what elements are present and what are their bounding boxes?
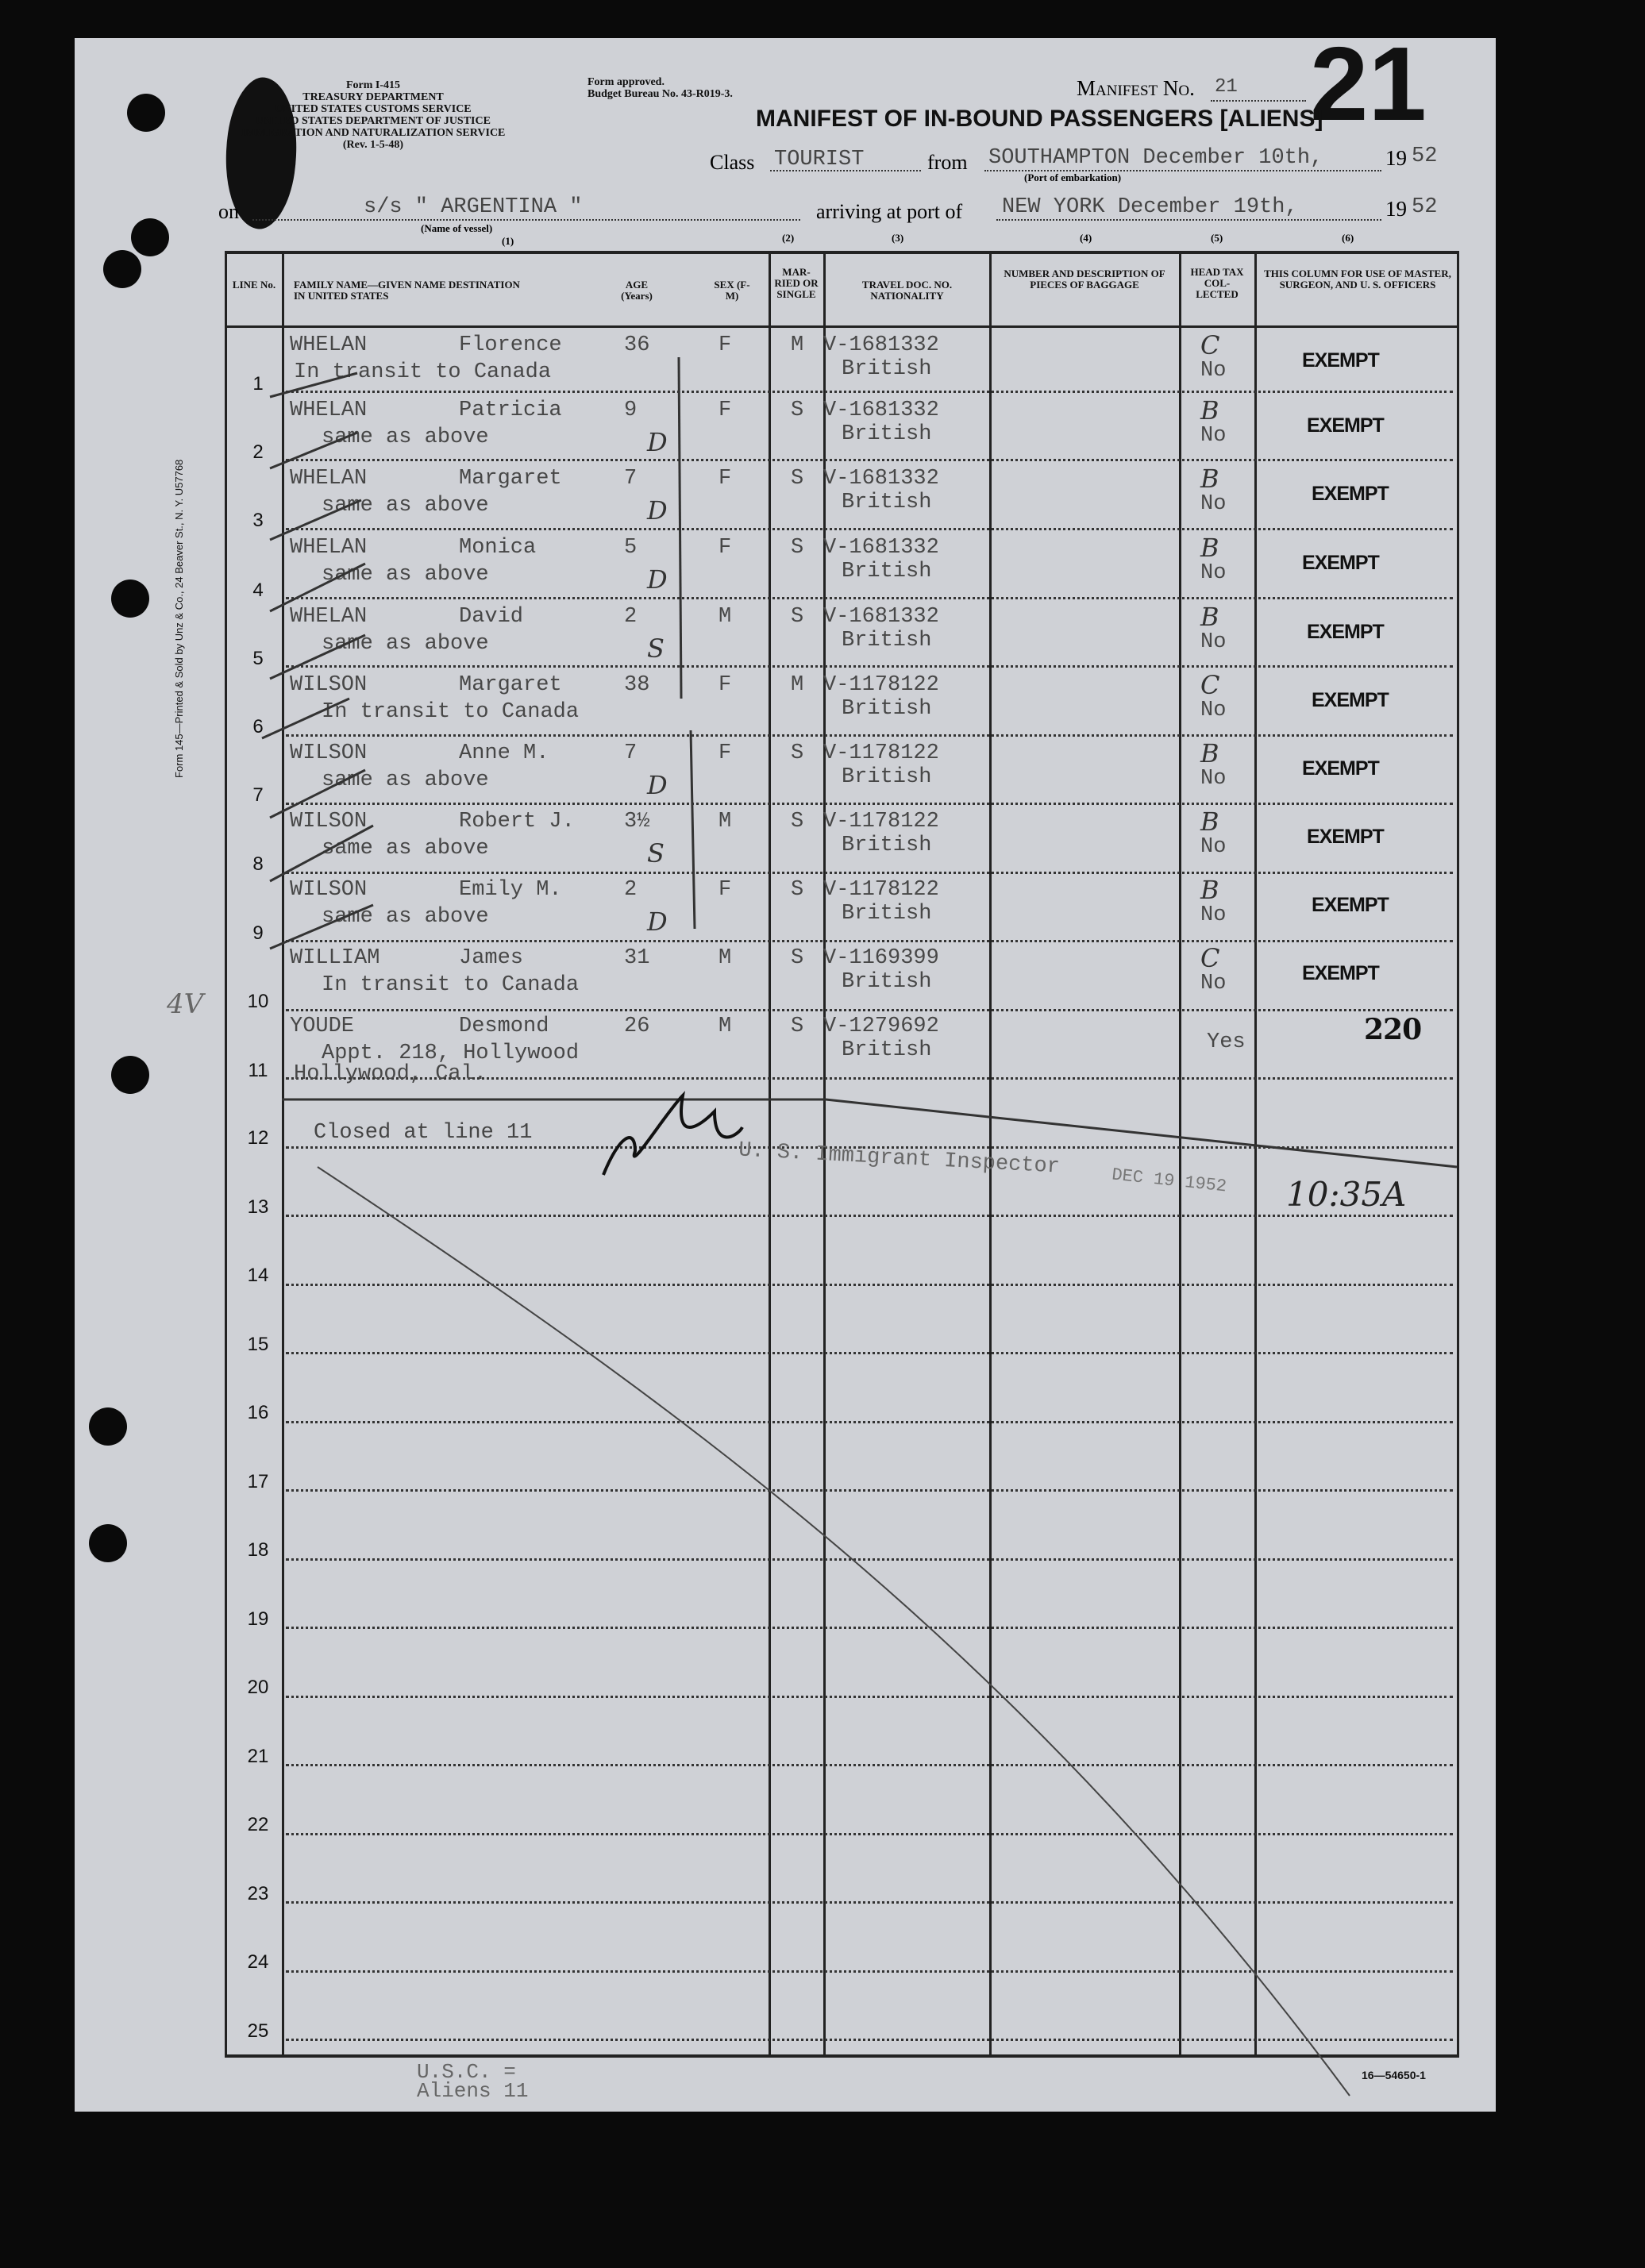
slash-mark (270, 500, 361, 540)
given-name: James (459, 946, 524, 970)
margin-note: 4V (167, 988, 204, 1020)
line-number: 3 (252, 510, 264, 531)
nationality: British (842, 491, 932, 514)
year-prefix-2: 19 (1385, 197, 1407, 221)
destination: same as above (322, 494, 489, 518)
manifest-number-stamp: 21 (1310, 25, 1427, 142)
line-number: 6 (252, 716, 264, 737)
manifest-no-label: Manifest No. (1077, 76, 1195, 100)
manifest-no-value: 21 (1215, 76, 1238, 98)
inspector-title: U. S. Immigrant Inspector (738, 1138, 1061, 1180)
marital-status: S (791, 810, 804, 834)
head-tax-mark: C (1200, 330, 1220, 360)
given-name: Emily M. (459, 878, 562, 902)
head-tax-collected: No (1200, 699, 1227, 722)
given-name: Florence (459, 333, 562, 357)
col-num-5: (5) (1211, 232, 1223, 244)
head-tax-mark: B (1200, 533, 1219, 563)
marital-status: S (791, 605, 804, 629)
class-value: TOURIST (774, 148, 865, 171)
arriving-label: arriving at port of (816, 200, 963, 223)
from-label: from (927, 151, 968, 174)
nationality: British (842, 357, 932, 381)
year-prefix-1: 19 (1385, 146, 1407, 170)
travel-doc-number: V-1681332 (823, 399, 939, 422)
line-number: 22 (247, 1814, 269, 1835)
port-embarkation-note: (Port of embarkation) (1024, 171, 1122, 183)
line-number: 2 (252, 441, 264, 463)
line-number: 10 (247, 991, 269, 1012)
head-tax-mark: B (1200, 807, 1219, 837)
on-label: on (218, 200, 239, 223)
travel-doc-number: V-1178122 (823, 878, 939, 902)
marital-status: M (791, 673, 804, 697)
sex: M (718, 810, 732, 834)
surname: WILSON (290, 741, 368, 765)
nationality: British (842, 560, 932, 583)
slash-mark (270, 373, 357, 397)
age-mark: D (647, 495, 668, 526)
destination: same as above (322, 425, 489, 449)
surname: WHELAN (290, 536, 368, 560)
printer-side-text: Form 145—Printed & Sold by Unz & Co., 24 Beaver St., N. Y. U57768 (173, 459, 185, 778)
vessel-name: s/s " ARGENTINA " (364, 195, 583, 219)
sex: M (718, 605, 732, 629)
line-number: 17 (247, 1470, 269, 1492)
time-note: 10:35A (1286, 1175, 1407, 1214)
head-tax-collected: No (1200, 835, 1227, 859)
destination: same as above (322, 837, 489, 861)
year-value-2: 52 (1412, 195, 1438, 219)
line-number: 13 (247, 1196, 269, 1218)
head-tax-collected: No (1200, 903, 1227, 927)
exempt-stamp: EXEMPT (1307, 826, 1384, 848)
line-number: 25 (247, 2020, 269, 2042)
diagonal-strike (318, 1167, 1350, 2096)
surname: YOUDE (290, 1015, 355, 1038)
head-tax-collected: No (1200, 359, 1227, 383)
marital-status: S (791, 878, 804, 902)
travel-doc-number: V-1178122 (823, 673, 939, 697)
age-mark: D (647, 907, 668, 937)
header-line-no: LINE No. (232, 279, 276, 291)
nationality: British (842, 697, 932, 721)
surname: WHELAN (290, 605, 368, 629)
marital-status: M (791, 333, 804, 357)
date-stamp: DEC 19 1952 (1111, 1165, 1228, 1197)
line-number: 16 (247, 1402, 269, 1423)
line-number: 19 (247, 1608, 269, 1630)
head-tax-mark: B (1200, 738, 1219, 768)
from-value: SOUTHAMPTON December 10th, (988, 146, 1323, 170)
surname: WILSON (290, 673, 368, 697)
line-number: 18 (247, 1539, 269, 1561)
exempt-stamp: EXEMPT (1302, 552, 1379, 574)
exempt-stamp: EXEMPT (1312, 483, 1389, 505)
line-number: 23 (247, 1882, 269, 1904)
nationality: British (842, 765, 932, 789)
line-number: 24 (247, 1951, 269, 1973)
given-name: Monica (459, 536, 537, 560)
nationality: British (842, 902, 932, 926)
age-mark: D (647, 427, 668, 457)
line-number: 5 (252, 648, 264, 669)
col-num-3: (3) (892, 232, 904, 244)
travel-doc-number: V-1169399 (823, 946, 939, 970)
form-issuer-block: Form I-415 TREASURY DEPARTMENT UNITED STATES CUSTOMS SERVICE UNITED STATES DEPARTMENT OF JUSTICE IMMIGRATION AND NATURALIZATION SERVICE (Rev. 1-5-48) (241, 79, 506, 151)
age: 2 (624, 605, 638, 629)
col-num-2: (2) (782, 232, 795, 244)
line-number: 8 (252, 853, 264, 875)
bracket-line (679, 357, 681, 699)
marital-status: S (791, 1015, 804, 1038)
header-sex: SEX (F-M) (714, 279, 750, 302)
travel-doc-number: V-1681332 (823, 605, 939, 629)
travel-doc-number: V-1178122 (823, 810, 939, 834)
head-tax-collected: No (1200, 561, 1227, 585)
given-name: Margaret (459, 673, 562, 697)
nationality: British (842, 422, 932, 446)
head-tax-collected: No (1200, 972, 1227, 995)
age-mark: D (647, 770, 668, 800)
line-number: 20 (247, 1677, 269, 1698)
slash-mark (270, 905, 373, 949)
travel-doc-number: V-1681332 (823, 536, 939, 560)
exempt-stamp: EXEMPT (1307, 621, 1384, 643)
given-name: David (459, 605, 524, 629)
age: 2 (624, 878, 638, 902)
line-number: 4 (252, 580, 264, 601)
age-mark: D (647, 564, 668, 595)
slash-mark (270, 635, 365, 679)
head-tax-mark: C (1200, 943, 1220, 973)
line-number: 12 (247, 1127, 269, 1149)
header-married: MAR-RIED OR SINGLE (774, 266, 819, 300)
given-name: Patricia (459, 399, 562, 422)
age: 5 (624, 536, 638, 560)
sex: F (718, 673, 732, 697)
head-tax-mark: B (1200, 464, 1219, 494)
head-tax-collected: Yes (1207, 1030, 1246, 1054)
header-baggage: NUMBER AND DESCRIPTION OF PIECES OF BAGGAGE (1004, 268, 1165, 291)
destination: same as above (322, 632, 489, 656)
sex: M (718, 946, 732, 970)
exempt-stamp: EXEMPT (1307, 414, 1384, 437)
slash-mark (270, 826, 373, 881)
marital-status: S (791, 467, 804, 491)
head-tax-collected: No (1200, 424, 1227, 448)
vessel-col-num: (1) (502, 235, 514, 247)
surname: WILLIAM (290, 946, 380, 970)
slash-mark (270, 433, 357, 468)
col-num-4: (4) (1080, 232, 1092, 244)
slash-mark (270, 770, 365, 818)
nationality: British (842, 629, 932, 653)
exempt-stamp: EXEMPT (1312, 894, 1389, 916)
age: 36 (624, 333, 650, 357)
nationality: British (842, 1038, 932, 1062)
manifest-title: MANIFEST OF IN-BOUND PASSENGERS [ALIENS] (756, 106, 1323, 132)
footer-form-code: 16—54650-1 (1362, 2069, 1426, 2081)
marital-status: S (791, 946, 804, 970)
surname: WHELAN (290, 399, 368, 422)
travel-doc-number: V-1681332 (823, 467, 939, 491)
line-number: 15 (247, 1333, 269, 1355)
travel-doc-number: V-1178122 (823, 741, 939, 765)
header-age: AGE (Years) (621, 279, 653, 302)
destination: same as above (322, 768, 489, 792)
closed-at-line: Closed at line 11 (314, 1121, 533, 1145)
given-name: Margaret (459, 467, 562, 491)
slash-mark (262, 699, 349, 738)
sex: F (718, 467, 732, 491)
header-head-tax: HEAD TAX COL-LECTED (1190, 266, 1244, 300)
exempt-stamp: EXEMPT (1302, 962, 1379, 984)
age-mark: S (647, 633, 665, 664)
age: 26 (624, 1015, 650, 1038)
exempt-stamp: EXEMPT (1302, 349, 1379, 372)
nationality: British (842, 970, 932, 994)
age: 31 (624, 946, 650, 970)
class-label: Class (710, 151, 755, 174)
exempt-stamp: EXEMPT (1312, 689, 1389, 711)
destination-line-2: Hollywood, Cal. (294, 1062, 487, 1086)
line-number: 9 (252, 922, 264, 944)
form-approval: Form approved. Budget Bureau No. 43-R019-3. (588, 76, 733, 100)
officer-number: 220 (1364, 1013, 1422, 1046)
destination: In transit to Canada (322, 973, 580, 997)
travel-doc-number: V-1681332 (823, 333, 939, 357)
surname: WHELAN (290, 333, 368, 357)
surname: WILSON (290, 878, 368, 902)
vessel-note: (Name of vessel) (421, 222, 493, 234)
given-name: Robert J. (459, 810, 575, 834)
head-tax-collected: No (1200, 492, 1227, 516)
age: 38 (624, 673, 650, 697)
marital-status: S (791, 741, 804, 765)
header-travel-doc: TRAVEL DOC. NO. NATIONALITY (861, 279, 953, 302)
line-number: 21 (247, 1745, 269, 1767)
year-value-1: 52 (1412, 144, 1438, 168)
sex: F (718, 399, 732, 422)
line-number: 7 (252, 784, 264, 806)
sex: F (718, 878, 732, 902)
footer-totals: U.S.C. = Aliens 11 (417, 2060, 529, 2103)
destination: In transit to Canada (294, 360, 552, 384)
travel-doc-number: V-1279692 (823, 1015, 939, 1038)
age: 7 (624, 741, 638, 765)
sex: F (718, 536, 732, 560)
head-tax-mark: B (1200, 875, 1219, 905)
slash-mark (270, 564, 365, 611)
header-name: FAMILY NAME—GIVEN NAME DESTINATION IN UNITED STATES (294, 279, 520, 302)
destination: Appt. 218, Hollywood (322, 1042, 580, 1065)
destination: same as above (322, 563, 489, 587)
destination: In transit to Canada (322, 700, 580, 724)
line-number: 1 (252, 373, 264, 395)
head-tax-collected: No (1200, 767, 1227, 791)
destination: same as above (322, 905, 489, 929)
marital-status: S (791, 399, 804, 422)
line-number: 11 (248, 1060, 268, 1081)
line-number: 14 (247, 1265, 269, 1286)
head-tax-mark: B (1200, 395, 1219, 425)
surname: WHELAN (290, 467, 368, 491)
sex: F (718, 333, 732, 357)
nationality: British (842, 834, 932, 857)
header-officers: THIS COLUMN FOR USE OF MASTER, SURGEON, AND U. S. OFFICERS (1264, 268, 1451, 291)
age: 9 (624, 399, 638, 422)
given-name: Desmond (459, 1015, 549, 1038)
inspector-signature (603, 1095, 742, 1175)
head-tax-mark: C (1200, 670, 1220, 700)
age-mark: S (647, 838, 665, 868)
age: 7 (624, 467, 638, 491)
col-num-6: (6) (1342, 232, 1354, 244)
sex: M (718, 1015, 732, 1038)
head-tax-mark: B (1200, 602, 1219, 632)
bracket-line (691, 730, 695, 929)
head-tax-collected: No (1200, 630, 1227, 654)
marital-status: S (791, 536, 804, 560)
arriving-value: NEW YORK December 19th, (1002, 195, 1298, 219)
age: 3½ (624, 810, 650, 834)
surname: WILSON (290, 810, 368, 834)
exempt-stamp: EXEMPT (1302, 757, 1379, 780)
given-name: Anne M. (459, 741, 549, 765)
sex: F (718, 741, 732, 765)
